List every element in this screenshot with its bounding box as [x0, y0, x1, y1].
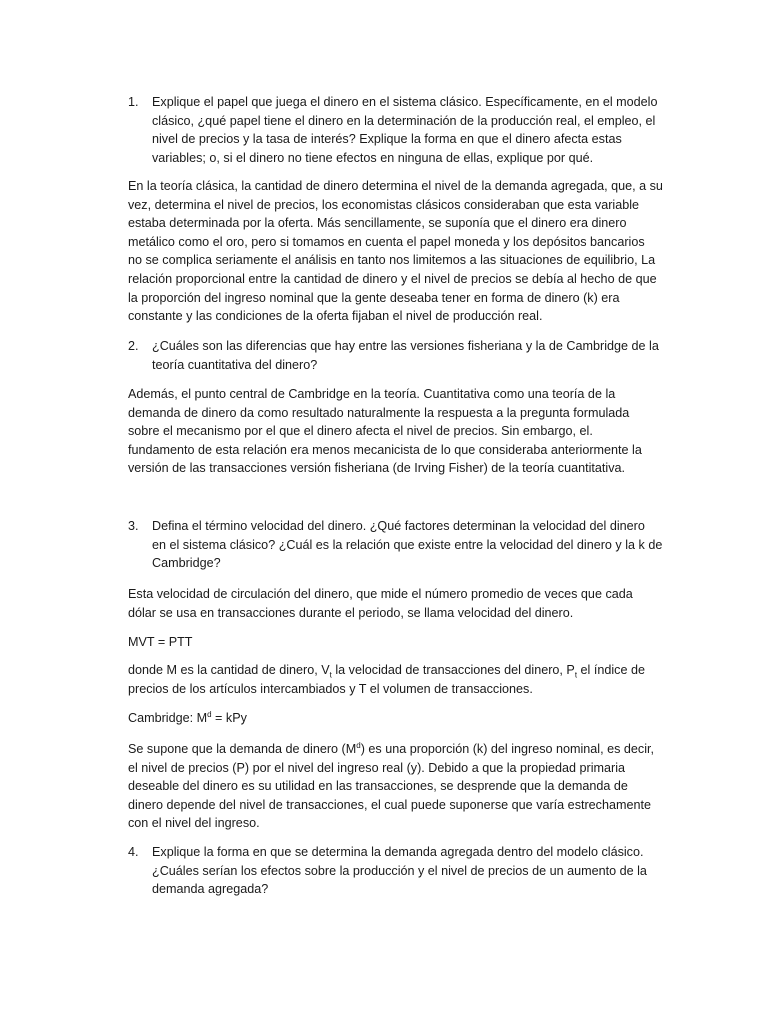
paragraph-line: precios de los artículos intercambiados y T el volumen de transacciones. — [128, 681, 533, 696]
paragraph-line: En la teoría clásica, la cantidad de dinero determina el nivel de la demanda agregada, que, a su — [128, 179, 663, 193]
question-line: Defina el término velocidad del dinero. ¿Qué factores determinan la velocidad del dinero — [152, 519, 645, 533]
question-line: Explique la forma en que se determina la demanda agregada dentro del modelo clásico. — [152, 845, 644, 859]
question-line: nivel de precios y la tasa de interés? Explique la forma en que el dinero afecta estas — [152, 132, 622, 147]
paragraph-line: metálico como el oro, pero si tomamos en cuenta el papel moneda y los depósitos bancarios — [128, 234, 645, 249]
question-line: Cambridge? — [152, 556, 221, 571]
text-segment: Cambridge: M — [128, 711, 208, 725]
question-2 — [128, 337, 658, 374]
equation-cambridge — [128, 709, 656, 728]
paragraph-line: Esta velocidad de circulación del dinero, que mide el número promedio de veces que cada — [128, 587, 633, 601]
equation-text: MVT = PTT — [128, 635, 193, 649]
question-text — [152, 517, 662, 573]
paragraph-line: sobre el mecanismo por el que el dinero afecta el nivel de precios. Sin embargo, el. — [128, 424, 593, 439]
equation-mvt — [128, 633, 656, 652]
text-segment: = kPy — [211, 711, 247, 725]
paragraph-line: no se complica seriamente el análisis en tanto nos limitemos a las situaciones de equilibrio, La — [128, 253, 656, 268]
question-1 — [128, 93, 658, 167]
paragraph-line: relación proporcional entre la cantidad de dinero y el nivel de precios se debía al hecho de que — [128, 271, 657, 286]
question-text — [152, 337, 659, 374]
question-line: en el sistema clásico? ¿Cuál es la relación que existe entre la velocidad del dinero y la k de — [152, 537, 663, 552]
paragraph-line: con el nivel del ingreso. — [128, 816, 260, 831]
question-line: Explique el papel que juega el dinero en el sistema clásico. Específicamente, en el modelo — [152, 95, 658, 109]
text-segment: donde M es la cantidad de dinero, V — [128, 663, 330, 677]
question-line: clásico, ¿qué papel tiene el dinero en la determinación de la producción real, el empleo, el — [152, 113, 656, 128]
equation-text — [128, 709, 656, 728]
paragraph-line: dólar se usa en transacciones durante el periodo, se llama velocidad del dinero. — [128, 605, 574, 620]
equation-explanation — [128, 661, 656, 698]
paragraph-line: demanda de dinero da como resultado naturalmente la respuesta a la pregunta formulada — [128, 405, 630, 420]
paragraph-line: deseable del dinero es su utilidad en las transacciones, se desprende que la demanda de — [128, 779, 628, 794]
text-segment: el índice de — [577, 663, 645, 677]
question-number: 3. — [128, 519, 139, 533]
text-segment: Se supone que la demanda de dinero (M — [128, 742, 357, 756]
question-line: teoría cuantitativa del dinero? — [152, 357, 318, 372]
answer-3-intro — [128, 585, 656, 622]
question-line: ¿Cuáles son las diferencias que hay entre las versiones fisheriana y la de Cambridge de la — [152, 339, 659, 353]
paragraph-line: dinero depende del nivel de transacciones, el cual puede suponerse que varía estrechamente — [128, 797, 651, 812]
question-line: ¿Cuáles serían los efectos sobre la producción y el nivel de precios de un aumento de la — [152, 863, 647, 878]
question-line: variables; o, si el dinero no tiene efectos en ninguna de ellas, explique por qué. — [152, 150, 594, 165]
subscript: t — [574, 670, 578, 680]
question-text — [152, 843, 658, 899]
paragraph-line: Además, el punto central de Cambridge en la teoría. Cuantitativa como una teoría de la — [128, 387, 616, 401]
question-line: demanda agregada? — [152, 882, 269, 897]
question-4 — [128, 843, 658, 899]
text-segment: ) es una proporción (k) del ingreso nominal, es decir, — [360, 742, 655, 756]
paragraph-line: versión de las transacciones versión fisheriana (de Irving Fisher) de la teoría cuantitativa. — [128, 461, 625, 476]
paragraph-line — [128, 661, 656, 680]
paragraph-line: la proporción del ingreso nominal que la gente deseaba tener en forma de dinero (k) era — [128, 290, 620, 305]
paragraph-line: constante y las condiciones de la oferta fijaban el nivel de producción real. — [128, 309, 543, 324]
question-text — [152, 93, 658, 167]
subscript: t — [329, 670, 332, 680]
paragraph-line: estaba determinada por la oferta. Más sencillamente, se suponía que el dinero era dinero — [128, 216, 627, 231]
question-number: 4. — [128, 845, 139, 859]
superscript: d — [207, 709, 212, 719]
question-number: 1. — [128, 95, 139, 109]
superscript: d — [356, 740, 361, 750]
question-3 — [128, 517, 663, 573]
text-segment: la velocidad de transacciones del dinero, P — [331, 663, 575, 677]
answer-2-paragraph — [128, 385, 656, 478]
question-number: 2. — [128, 339, 139, 353]
paragraph-line: el nivel de precios (P) por el nivel del ingreso real (y). Debido a que la propiedad primaria — [128, 760, 626, 775]
paragraph-line: vez, determina el nivel de precios, los economistas clásicos consideraban que esta variable — [128, 197, 640, 212]
paragraph-line — [128, 740, 656, 759]
answer-1-paragraph — [128, 177, 663, 326]
paragraph-line: fundamento de esta relación era menos mecanicista de lo que consideraba anteriormente la — [128, 442, 642, 457]
answer-3-paragraph — [128, 740, 656, 833]
